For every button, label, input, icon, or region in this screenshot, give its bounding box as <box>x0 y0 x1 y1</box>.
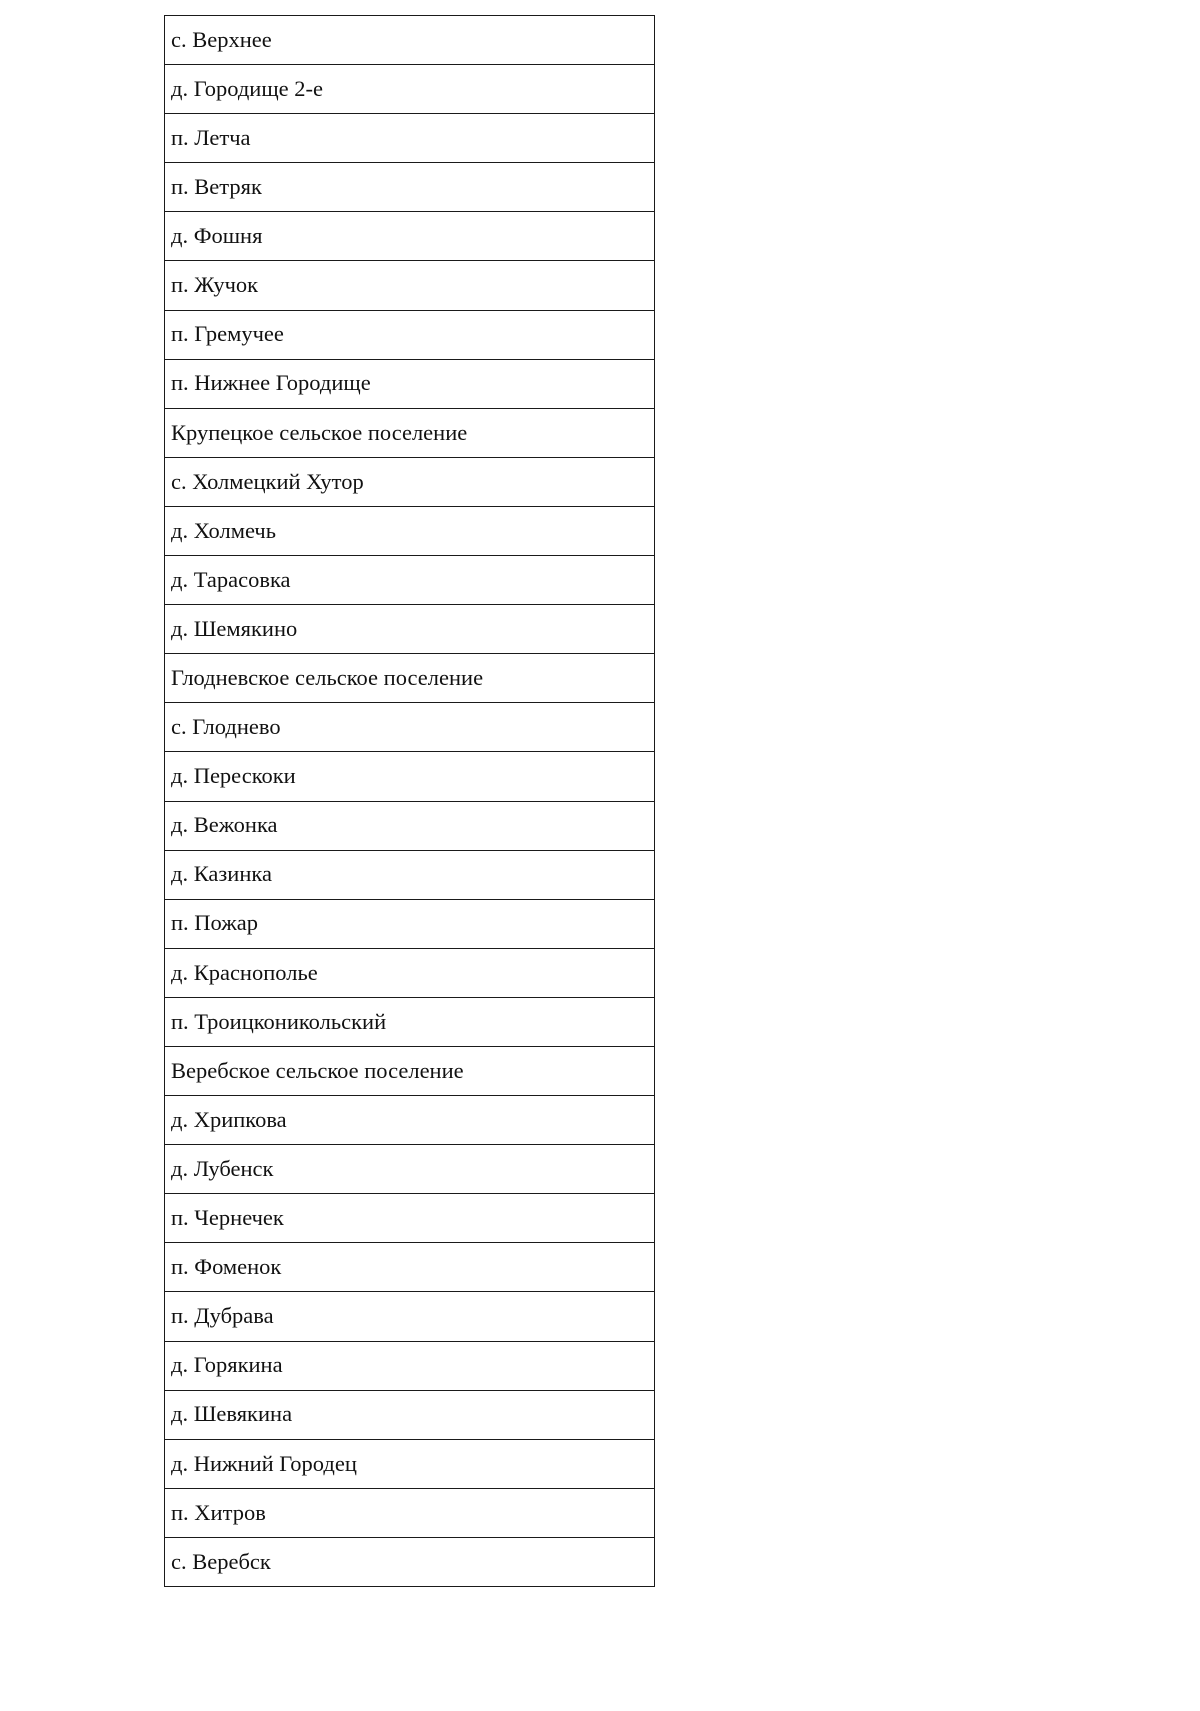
table-row <box>165 261 655 310</box>
settlement-cell: Веребское сельское поселение <box>165 1046 655 1095</box>
table-row <box>165 1439 655 1488</box>
table-row <box>165 1292 655 1341</box>
settlement-cell: д. Холмечь <box>165 506 655 555</box>
table-row <box>165 654 655 703</box>
settlement-cell: д. Нижний Городец <box>165 1439 655 1488</box>
settlement-cell: д. Горякина <box>165 1341 655 1390</box>
table-row <box>165 752 655 801</box>
table-row <box>165 457 655 506</box>
settlement-cell: д. Вежонка <box>165 801 655 850</box>
table-row <box>165 556 655 605</box>
settlement-cell: д. Шемякино <box>165 605 655 654</box>
settlement-cell: п. Нижнее Городище <box>165 359 655 408</box>
settlement-cell: п. Чернечек <box>165 1194 655 1243</box>
table-row <box>165 801 655 850</box>
settlement-cell: д. Казинка <box>165 850 655 899</box>
table-row <box>165 605 655 654</box>
table-row <box>165 1243 655 1292</box>
settlements-table-body <box>165 16 655 1587</box>
settlement-cell: д. Лубенск <box>165 1145 655 1194</box>
settlement-cell: п. Летча <box>165 114 655 163</box>
table-row <box>165 997 655 1046</box>
table-row <box>165 1488 655 1537</box>
settlement-cell: п. Гремучее <box>165 310 655 359</box>
settlement-cell: п. Фоменок <box>165 1243 655 1292</box>
settlement-cell: п. Пожар <box>165 899 655 948</box>
settlement-cell: д. Фошня <box>165 212 655 261</box>
table-row <box>165 1145 655 1194</box>
settlement-cell: д. Тарасовка <box>165 556 655 605</box>
table-row <box>165 1046 655 1095</box>
table-row <box>165 1390 655 1439</box>
table-row <box>165 212 655 261</box>
table-row <box>165 899 655 948</box>
settlement-cell: д. Хрипкова <box>165 1096 655 1145</box>
settlement-cell: п. Хитров <box>165 1488 655 1537</box>
table-row <box>165 310 655 359</box>
table-row <box>165 506 655 555</box>
settlement-cell: д. Шевякина <box>165 1390 655 1439</box>
settlement-cell: п. Жучок <box>165 261 655 310</box>
settlement-cell: Глодневское сельское поселение <box>165 654 655 703</box>
table-row <box>165 1537 655 1586</box>
settlement-cell: с. Холмецкий Хутор <box>165 457 655 506</box>
settlement-cell: п. Ветряк <box>165 163 655 212</box>
table-row <box>165 850 655 899</box>
table-row <box>165 408 655 457</box>
table-row <box>165 1194 655 1243</box>
settlement-cell: п. Дубрава <box>165 1292 655 1341</box>
table-row <box>165 1341 655 1390</box>
table-row <box>165 359 655 408</box>
table-row <box>165 948 655 997</box>
settlement-cell: д. Перескоки <box>165 752 655 801</box>
table-row <box>165 703 655 752</box>
settlements-table <box>164 15 655 1587</box>
table-row <box>165 1096 655 1145</box>
settlement-cell: с. Веребск <box>165 1537 655 1586</box>
table-row <box>165 16 655 65</box>
settlement-cell: с. Глоднево <box>165 703 655 752</box>
table-row <box>165 163 655 212</box>
settlement-cell: с. Верхнее <box>165 16 655 65</box>
table-row <box>165 65 655 114</box>
table-row <box>165 114 655 163</box>
settlement-cell: п. Троицконикольский <box>165 997 655 1046</box>
settlement-cell: д. Городище 2-е <box>165 65 655 114</box>
settlement-cell: д. Краснополье <box>165 948 655 997</box>
settlement-cell: Крупецкое сельское поселение <box>165 408 655 457</box>
